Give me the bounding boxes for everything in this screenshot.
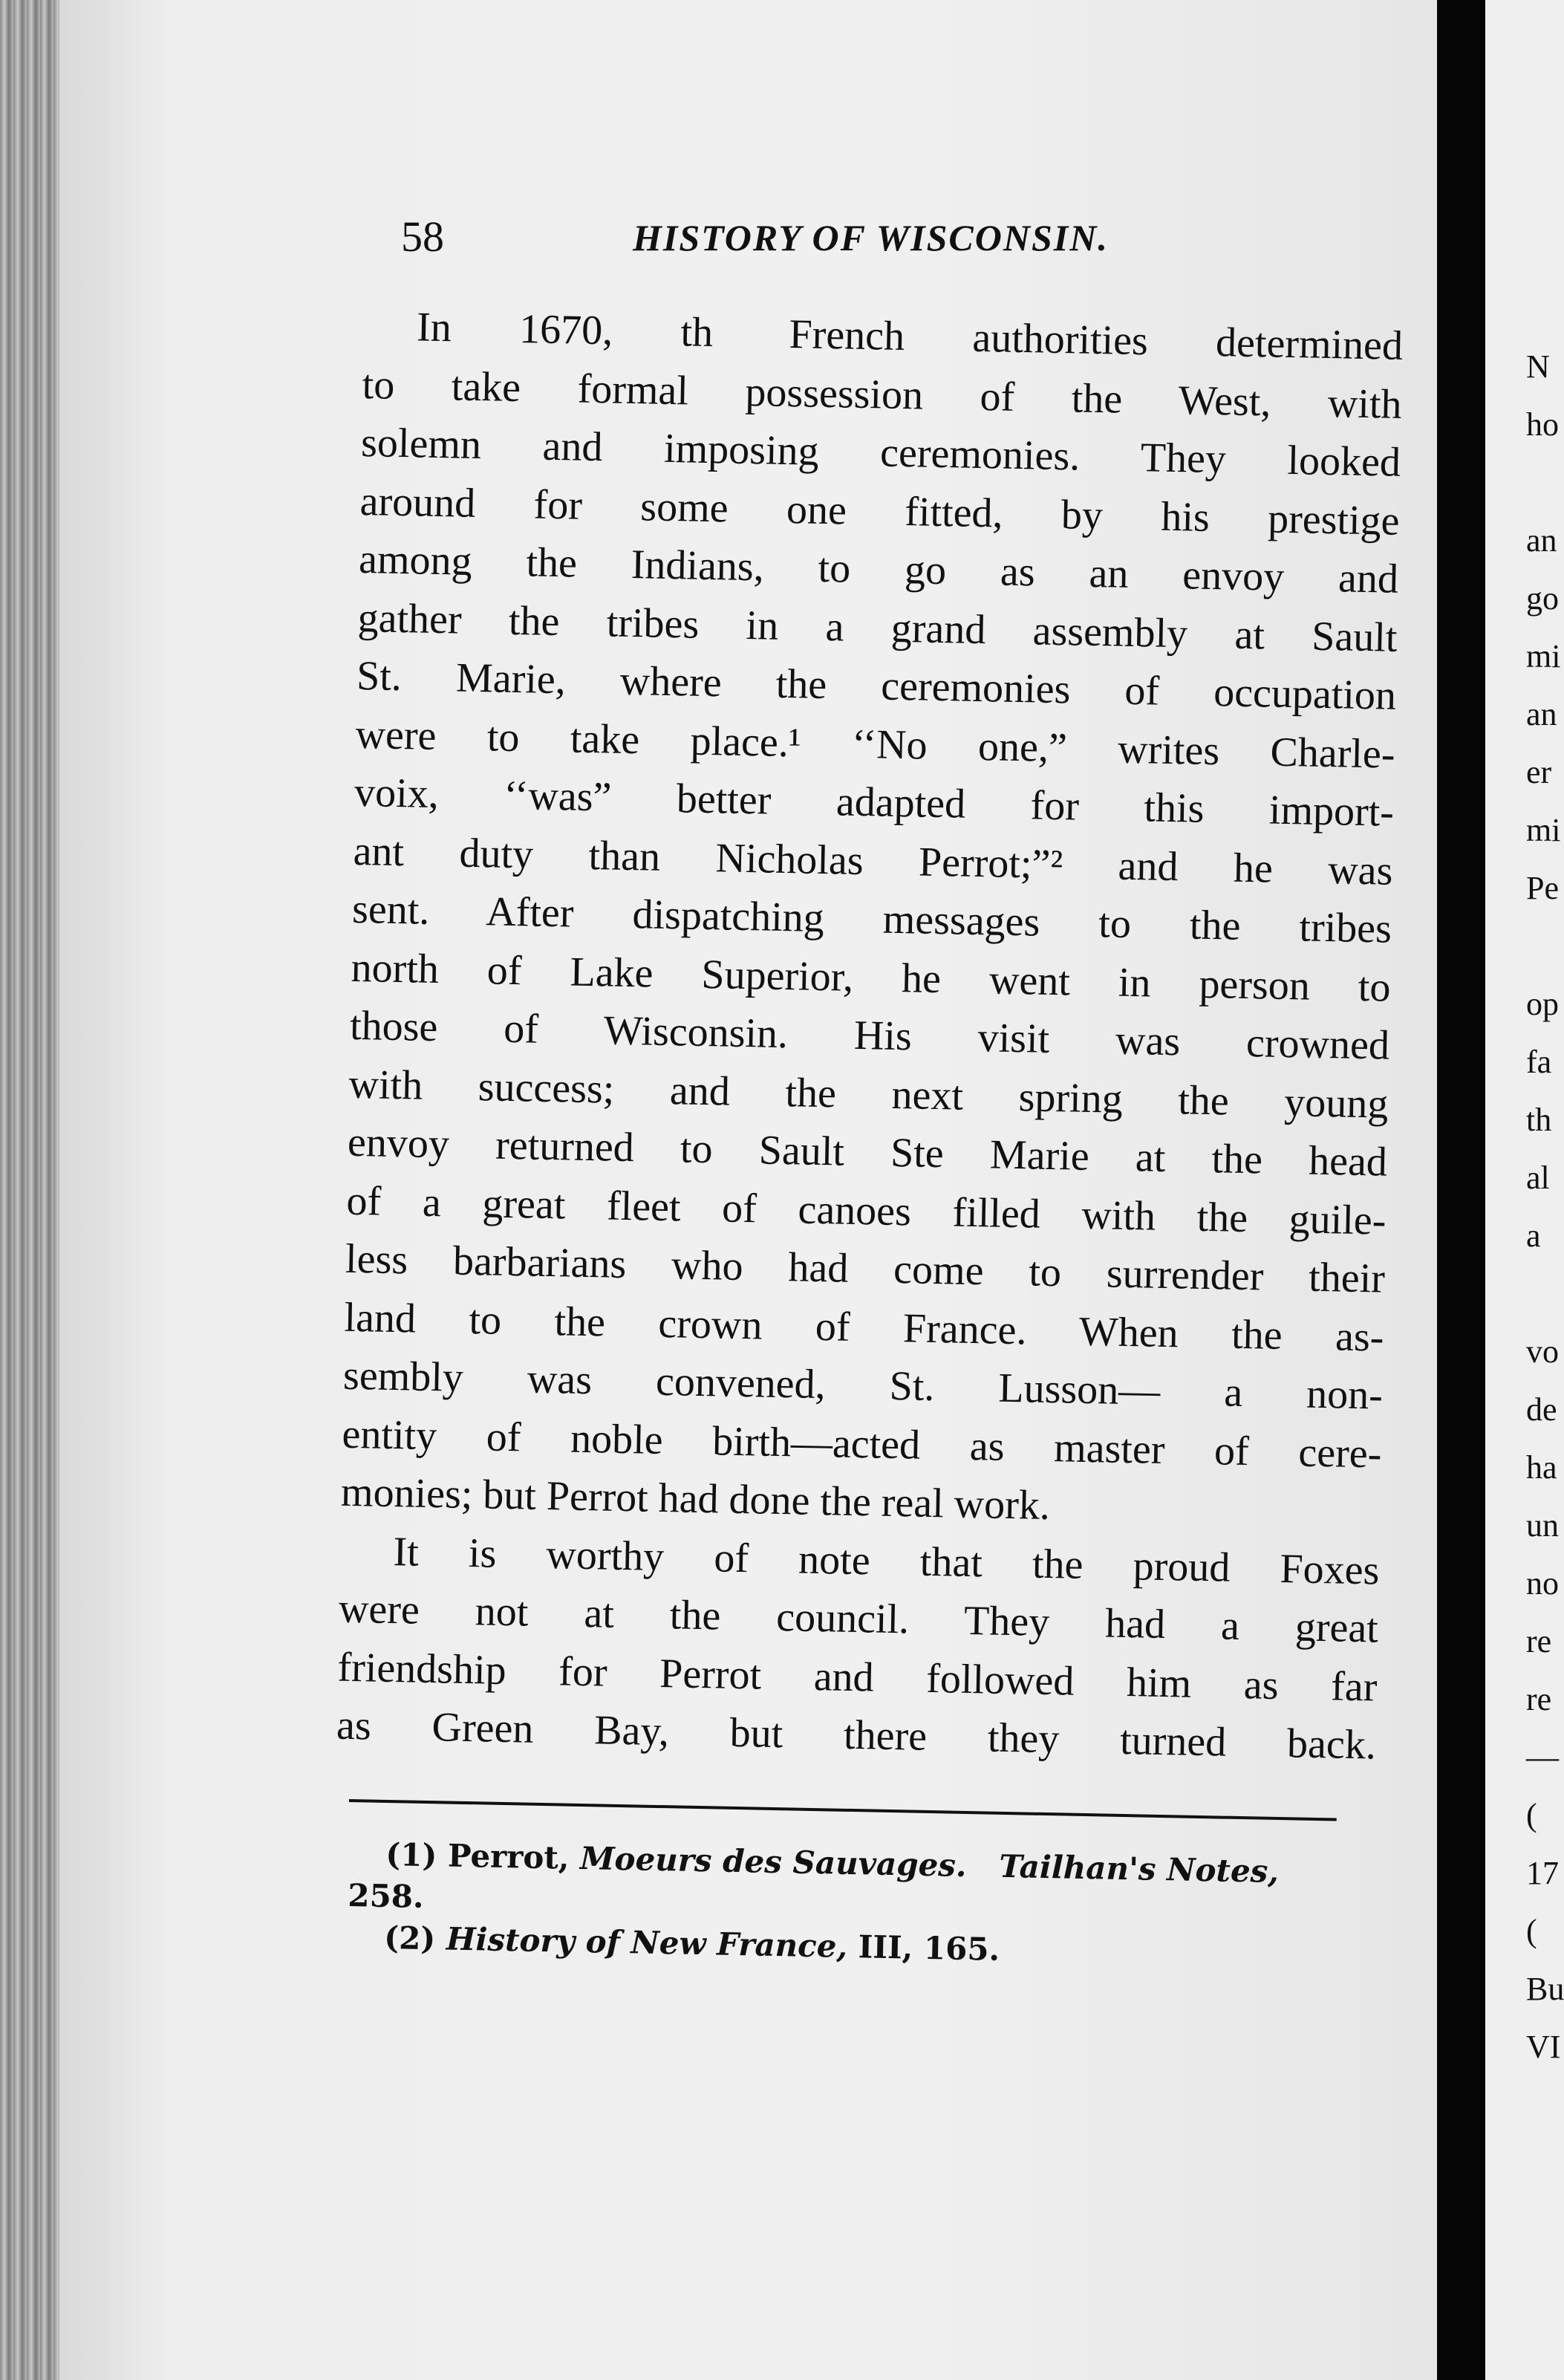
facing-fragment: no (1526, 1565, 1559, 1602)
facing-fragment: vo (1526, 1333, 1559, 1370)
facing-fragment: 17 (1526, 1855, 1559, 1891)
text-line: as Green Bay, but there they turned back. (336, 1702, 1377, 1769)
facing-fragment: an (1526, 696, 1557, 732)
text-line: monies; but Perrot had done the real work. (340, 1469, 1051, 1529)
footnote-2-title: History of New France, (446, 1920, 848, 1965)
text-line: voix, ‘‘was” better adapted for this import- (353, 769, 1395, 836)
facing-fragment: fa (1526, 1044, 1552, 1080)
text-line: solemn and imposing ceremonies. They looked (360, 419, 1401, 486)
text-line: envoy returned to Sault Ste Marie at the head (347, 1119, 1388, 1186)
text-line: ant duty than Nicholas Perrot;”² and he was (353, 828, 1394, 894)
footnote-1-author: Perrot, (447, 1837, 570, 1876)
facing-fragment: — (1526, 1739, 1559, 1775)
text-line: around for some one fitted, by his prestige (359, 478, 1401, 544)
text-line: sent. After dispatching messages to the tribes (351, 885, 1392, 952)
footnote-1-number: (1) (385, 1836, 437, 1874)
text-line: north of Lake Superior, he went in person to (351, 944, 1392, 1011)
text-line: less barbarians who had come to surrender their (345, 1235, 1386, 1302)
page-header (401, 212, 1173, 279)
text-line: among the Indians, to go as an envoy and (358, 536, 1399, 602)
facing-fragment: de (1526, 1391, 1557, 1428)
text-line: sembly was convened, St. Lusson— a non- (342, 1352, 1384, 1419)
facing-fragment: an (1526, 522, 1557, 559)
facing-fragment: ha (1526, 1449, 1557, 1486)
facing-fragment: mi (1526, 638, 1561, 674)
footnotes (347, 1833, 1352, 1977)
facing-fragment: re (1526, 1623, 1552, 1659)
text-line: to take formal possession of the West, with (362, 361, 1403, 428)
facing-fragment: a (1526, 1217, 1541, 1254)
facing-fragment: er (1526, 754, 1552, 790)
facing-fragment: Pe (1526, 870, 1559, 906)
text-line: land to the crown of France. When the as- (344, 1294, 1384, 1361)
text-line: were to take place.¹ ‘‘No one,” writes Charle- (355, 711, 1396, 778)
text-line: gather the tribes in a grand assembly at Sault (357, 594, 1398, 661)
running-head: HISTORY OF WISCONSIN. (633, 217, 1109, 259)
facing-fragment: Bu (1526, 1971, 1564, 2007)
facing-fragment: ( (1526, 1797, 1537, 1833)
facing-fragment: re (1526, 1681, 1552, 1717)
text-line: St. Marie, where the ceremonies of occupation (356, 652, 1397, 719)
text-line: with success; and the next spring the young (348, 1061, 1389, 1128)
facing-fragment (1526, 917, 1564, 975)
text-line: of a great fleet of canoes filled with the guile- (346, 1177, 1387, 1244)
facing-fragment: al (1526, 1160, 1550, 1196)
page-number: 58 (401, 212, 444, 261)
footnote-2-ref: III, 165. (858, 1928, 1000, 1968)
facing-fragment: go (1526, 580, 1559, 617)
facing-fragment (1526, 454, 1564, 512)
footnote-1-continued: 258. (347, 1876, 425, 1915)
page-gutter (1437, 0, 1485, 2380)
text-line: were not at the council. They had a great (338, 1585, 1379, 1652)
facing-fragment: VI (1526, 2029, 1561, 2065)
facing-fragment: mi (1526, 812, 1561, 848)
facing-fragment: N (1526, 348, 1550, 385)
footnote-2-number: (2) (383, 1919, 436, 1957)
text-line: In 1670, th French authorities determined (416, 304, 1404, 369)
facing-fragment: un (1526, 1507, 1559, 1544)
body-text (336, 297, 1403, 1775)
footnote-1-notes: Tailhan's Notes, (998, 1847, 1280, 1890)
facing-fragment: ( (1526, 1913, 1537, 1949)
text-line: entity of noble birth—acted as master of cere- (342, 1411, 1382, 1477)
text-line: friendship for Perrot and followed him as far (336, 1644, 1378, 1711)
footnote-1-title: Moeurs des Sauvages. (579, 1839, 968, 1884)
facing-fragment: th (1526, 1102, 1552, 1138)
text-line: those of Wisconsin. His visit was crowned (349, 1002, 1390, 1069)
book-spine-edge (0, 0, 59, 2380)
facing-fragment: ho (1526, 406, 1559, 443)
facing-page-text-fragments (1526, 338, 1564, 2076)
text-line: It is worthy of note that the proud Foxes (392, 1528, 1380, 1594)
facing-fragment: op (1526, 986, 1559, 1022)
facing-fragment (1526, 1265, 1564, 1323)
